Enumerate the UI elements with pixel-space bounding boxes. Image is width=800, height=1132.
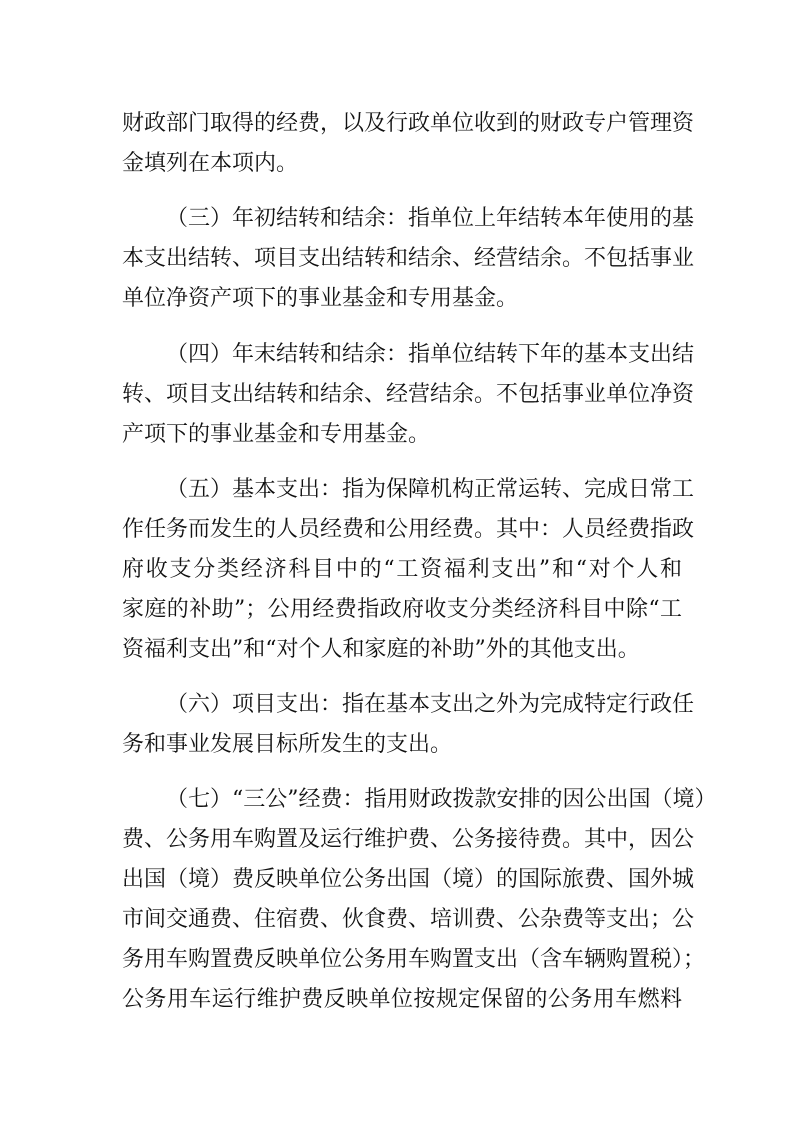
text-line: （六）项目支出：指在基本支出之外为完成特定行政任 (166, 692, 695, 717)
text-line: 费、公务用车购置及运行维护费、公务接待费。其中，因公 (122, 827, 695, 852)
text-line: 务用车购置费反映单位公务用车购置支出（含车辆购置税）； (122, 947, 706, 972)
text-line: 资福利支出”和“对个人和家庭的补助”外的其他支出。 (122, 637, 640, 662)
text-line: 财政部门取得的经费，以及行政单位收到的财政专户管理资 (122, 111, 695, 136)
text-line: （四）年末结转和结余：指单位结转下年的基本支出结 (166, 342, 695, 367)
text-line: 务和事业发展目标所发生的支出。 (122, 732, 453, 757)
text-line: 本支出结转、项目支出结转和结余、经营结余。不包括事业 (122, 246, 695, 271)
text-line: 产项下的事业基金和专用基金。 (122, 422, 431, 447)
text-line: 单位净资产项下的事业基金和专用基金。 (122, 286, 519, 311)
text-line: 出国（境）费反映单位公务出国（境）的国际旅费、国外城 (122, 867, 695, 892)
text-line: 作任务而发生的人员经费和公用经费。其中：人员经费指政 (122, 517, 695, 542)
text-line: 金填列在本项内。 (122, 151, 299, 176)
text-line: 府收支分类经济科目中的“工资福利支出”和“对个人和 (122, 557, 682, 582)
text-line: （三）年初结转和结余：指单位上年结转本年使用的基 (166, 206, 695, 231)
text-line: （七）“三公”经费：指用财政拨款安排的因公出国（境） (166, 787, 717, 812)
text-line: 公务用车运行维护费反映单位按规定保留的公务用车燃料 (122, 987, 682, 1012)
text-line: （五）基本支出：指为保障机构正常运转、完成日常工 (166, 477, 695, 502)
text-line: 市间交通费、住宿费、伙食费、培训费、公杂费等支出；公 (122, 907, 695, 932)
text-line: 转、项目支出结转和结余、经营结余。不包括事业单位净资 (122, 382, 695, 407)
text-line: 家庭的补助”；公用经费指政府收支分类经济科目中除“工 (122, 597, 682, 622)
